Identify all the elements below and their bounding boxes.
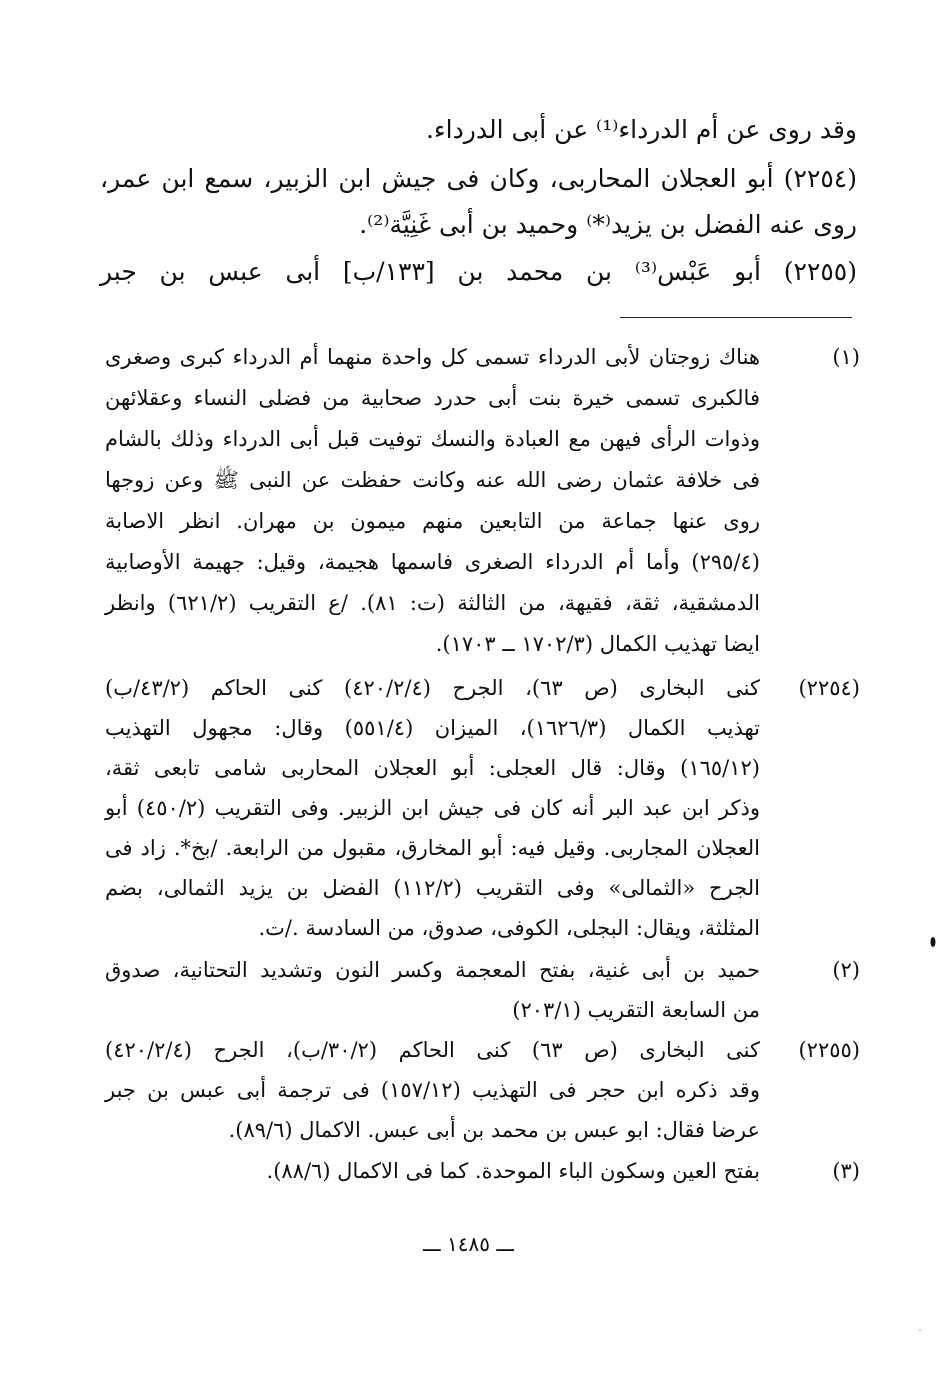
footnote-line: كنى البخارى (ص ٦٣) كنى الحاكم (٣٠/٢/ب)، الجرح (٤٢٠/٢/٤) (105, 1038, 760, 1062)
footnote-line: الجرح «الثمالى» وفى التقريب (١١٢/٢) الفضل بن يزيد الثمالى، بضم (105, 876, 760, 900)
footnote-line: ايضا تهذيب الكمال (١٧٠٢/٣ ــ ١٧٠٣). (435, 632, 760, 656)
footnote-line: تهذيب الكمال (١٦٢٦/٣)، الميزان (٥٥١/٤) وقال: مجهول التهذيب (105, 716, 760, 740)
footnote-line: المثلثة، ويقال: البجلى، الكوفى، صدوق، من السادسة ./ت. (258, 916, 760, 940)
scan-speck (931, 937, 936, 947)
footnote-number: (٢٢٥٥) (798, 1038, 860, 1062)
footnote-line: حميد بن أبى غنية، بفتح المعجمة وكسر النون وتشديد التحتانية، صدوق (105, 958, 760, 982)
footnote-line: وذكر ابن عبد البر أنه كان فى جيش ابن الزبير. وفى التقريب (٤٥٠/٢) أبو (105, 796, 760, 820)
footnote-line: وذوات الرأى فيهن مع العبادة والنسك توفيت قبل أبى الدرداء وذلك بالشام (105, 427, 760, 451)
footnote-number: (٢٢٥٤) (798, 676, 860, 700)
main-line: (٢٢٥٥) أبو عَبْس⁽³⁾ بن محمد بن [١٣٣/ب] أبى عبس بن جبر (100, 257, 857, 286)
page-number: ـــ ١٤٨٥ ـــ (423, 1232, 514, 1256)
footnote-line: (٢٩٥/٤) وأما أم الدرداء الصغرى فاسمها هجيمة، وقيل: جهيمة الأوصابية (105, 550, 760, 574)
footnote-number: (٢) (832, 958, 860, 982)
footnote-line: هناك زوجتان لأبى الدرداء تسمى كل واحدة منهما أم الدرداء كبرى وصغرى (105, 345, 760, 369)
scan-speck (919, 1329, 921, 1331)
footnote-line: العجلان المجاربى. وقيل فيه: أبو المخارق، مقبول من الرابعة. /بخ*. زاد فى (105, 836, 760, 860)
footnote-line: روى عنها جماعة من التابعين منهم ميمون بن مهران. انظر الاصابة (105, 509, 760, 533)
main-line: روى عنه الفضل بن يزيد⁽*⁾ وحميد بن أبى غَنِيَّة⁽²⁾. (359, 210, 857, 239)
footnote-number: (٣) (832, 1159, 860, 1183)
footnote-line: فى خلافة عثمان رضى الله عنه وكانت حفظت عن النبى ﷺ وعن زوجها (105, 468, 760, 492)
main-line: (٢٢٥٤) أبو العجلان المحاربى، وكان فى جيش ابن الزبير، سمع ابن عمر، (100, 164, 857, 193)
footnote-line: من السابعة التقريب (٢٠٣/١) (512, 998, 760, 1022)
footnote-line: كنى البخارى (ص ٦٣)، الجرح (٤٢٠/٢/٤) كنى الحاكم (٤٣/٢/ب) (105, 676, 760, 700)
footnote-line: (١٦٥/١٢) وقال: قال العجلى: أبو العجلان المحاربى شامى تابعى ثقة، (105, 756, 760, 780)
footnote-number: (١) (832, 345, 860, 369)
footnote-line: عرضا فقال: ابو عبس بن محمد بن أبى عبس. الاكمال (٨٩/٦). (228, 1118, 760, 1142)
footnote-line: وقد ذكره ابن حجر فى التهذيب (١٥٧/١٢) فى ترجمة أبى عبس بن جبر (105, 1078, 760, 1102)
footnote-line: الدمشقية، ثقة، فقيهة، من الثالثة (ت: ٨١). /ع التقريب (٦٢١/٢) وانظر (105, 591, 760, 615)
footnote-line: فالكبرى تسمى خيرة بنت أبى حدرد صحابية من فضلى النساء وعقلائهن (105, 386, 760, 410)
main-line: وقد روى عن أم الدرداء⁽¹⁾ عن أبى الدرداء. (425, 115, 857, 144)
footnote-line: بفتح العين وسكون الباء الموحدة. كما فى الاكمال (٨٨/٦). (266, 1159, 760, 1183)
